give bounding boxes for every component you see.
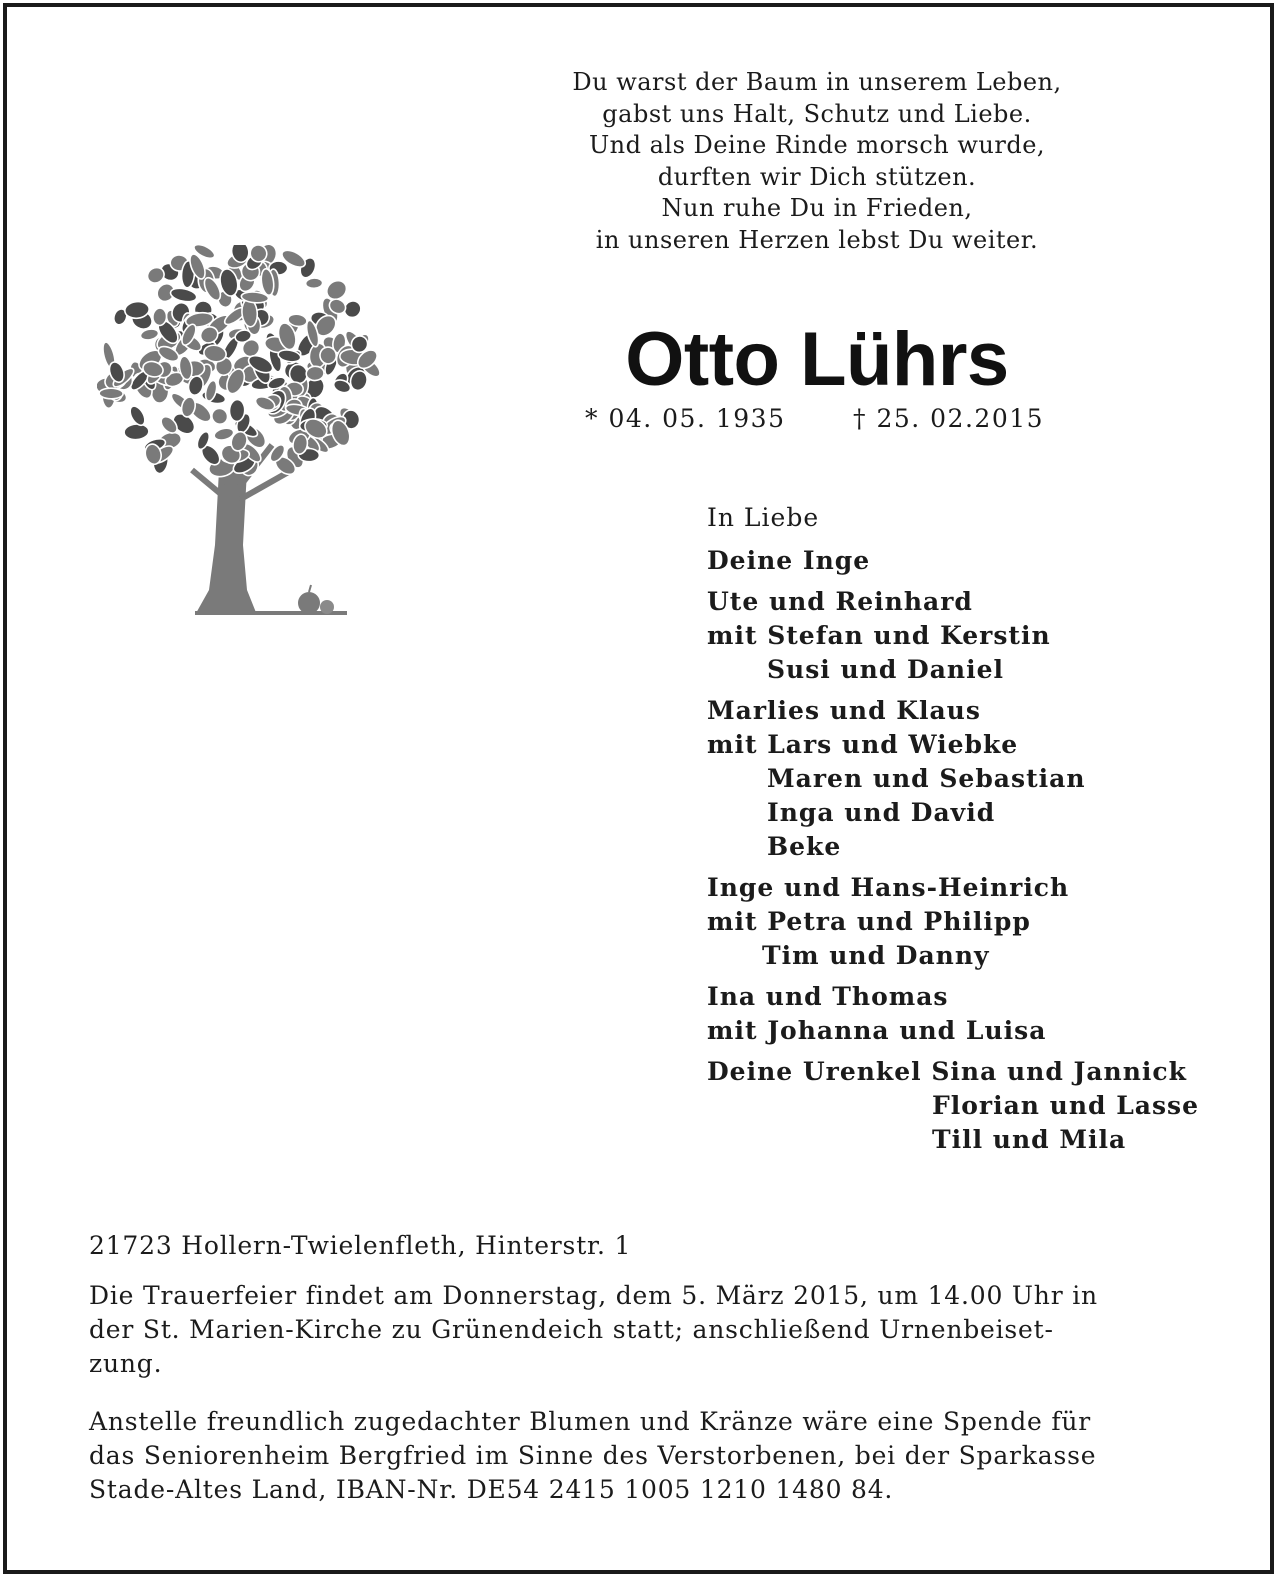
- family-line: Ute und Reinhard: [707, 587, 973, 616]
- family-line: Tim und Danny: [762, 941, 990, 970]
- poem-line: Du warst der Baum in unserem Leben,: [572, 68, 1062, 96]
- family-group: [707, 585, 1199, 687]
- poem-line: in unseren Herzen lebst Du weiter.: [595, 225, 1039, 254]
- obituary-frame: [3, 3, 1274, 1574]
- donation-line: das Seniorenheim Bergfried im Sinne des Verstorbenen, bei der Sparkasse: [89, 1441, 1097, 1470]
- family-line: Deine Inge: [707, 546, 871, 575]
- death-date: † 25. 02.2015: [853, 404, 1045, 433]
- family-line: Till und Mila: [932, 1125, 1127, 1154]
- family-intro: In Liebe: [707, 503, 820, 532]
- family-line: Marlies und Klaus: [707, 696, 981, 725]
- tree-icon: [97, 245, 387, 630]
- family-line: Inga und David: [767, 798, 996, 827]
- memorial-poem: [407, 67, 1227, 256]
- donation-line: Stade-Altes Land, IBAN-Nr. DE54 2415 1005 1210 1480 84.: [89, 1475, 894, 1504]
- birth-date: * 04. 05. 1935: [585, 404, 786, 433]
- family-line: Inge und Hans-Heinrich: [707, 873, 1070, 902]
- family-line: mit Johanna und Luisa: [707, 1016, 1047, 1045]
- funeral-line: Die Trauerfeier findet am Donnerstag, dem 5. März 2015, um 14.00 Uhr in: [89, 1281, 1098, 1310]
- funeral-line: zung.: [89, 1349, 163, 1378]
- address-line: 21723 Hollern-Twielenfleth, Hinterstr. 1: [89, 1231, 632, 1260]
- family-line: mit Petra und Philipp: [707, 907, 1031, 936]
- funeral-notice: [89, 1279, 1199, 1381]
- poem-line: Nun ruhe Du in Frieden,: [661, 194, 973, 222]
- family-line: Susi und Daniel: [767, 655, 1004, 684]
- family-line: Deine Urenkel Sina und Jannick: [707, 1057, 1187, 1086]
- family-line: mit Lars und Wiebke: [707, 730, 1019, 759]
- family-group: [707, 980, 1199, 1048]
- family-line: Maren und Sebastian: [767, 764, 1086, 793]
- family-group: [707, 694, 1199, 864]
- poem-line: gabst uns Halt, Schutz und Liebe.: [602, 99, 1032, 128]
- family-list: [707, 499, 1199, 1157]
- family-group: [707, 544, 1199, 578]
- address: [89, 1229, 1199, 1263]
- life-dates: [585, 403, 1045, 435]
- family-group: [707, 1055, 1199, 1157]
- poem-line: durften wir Dich stützen.: [657, 162, 977, 191]
- family-group: [707, 871, 1199, 973]
- deceased-name: Otto Lührs: [625, 317, 1009, 402]
- family-line: Beke: [767, 832, 842, 861]
- family-line: Ina und Thomas: [707, 982, 949, 1011]
- donation-notice: [89, 1405, 1199, 1507]
- family-line: Florian und Lasse: [932, 1091, 1200, 1120]
- poem-line: Und als Deine Rinde morsch wurde,: [588, 131, 1046, 159]
- funeral-line: der St. Marien-Kirche zu Grünendeich statt; anschließend Urnenbeiset-: [89, 1315, 1054, 1344]
- family-line: mit Stefan und Kerstin: [707, 621, 1051, 650]
- donation-line: Anstelle freundlich zugedachter Blumen und Kränze wäre eine Spende für: [89, 1407, 1092, 1436]
